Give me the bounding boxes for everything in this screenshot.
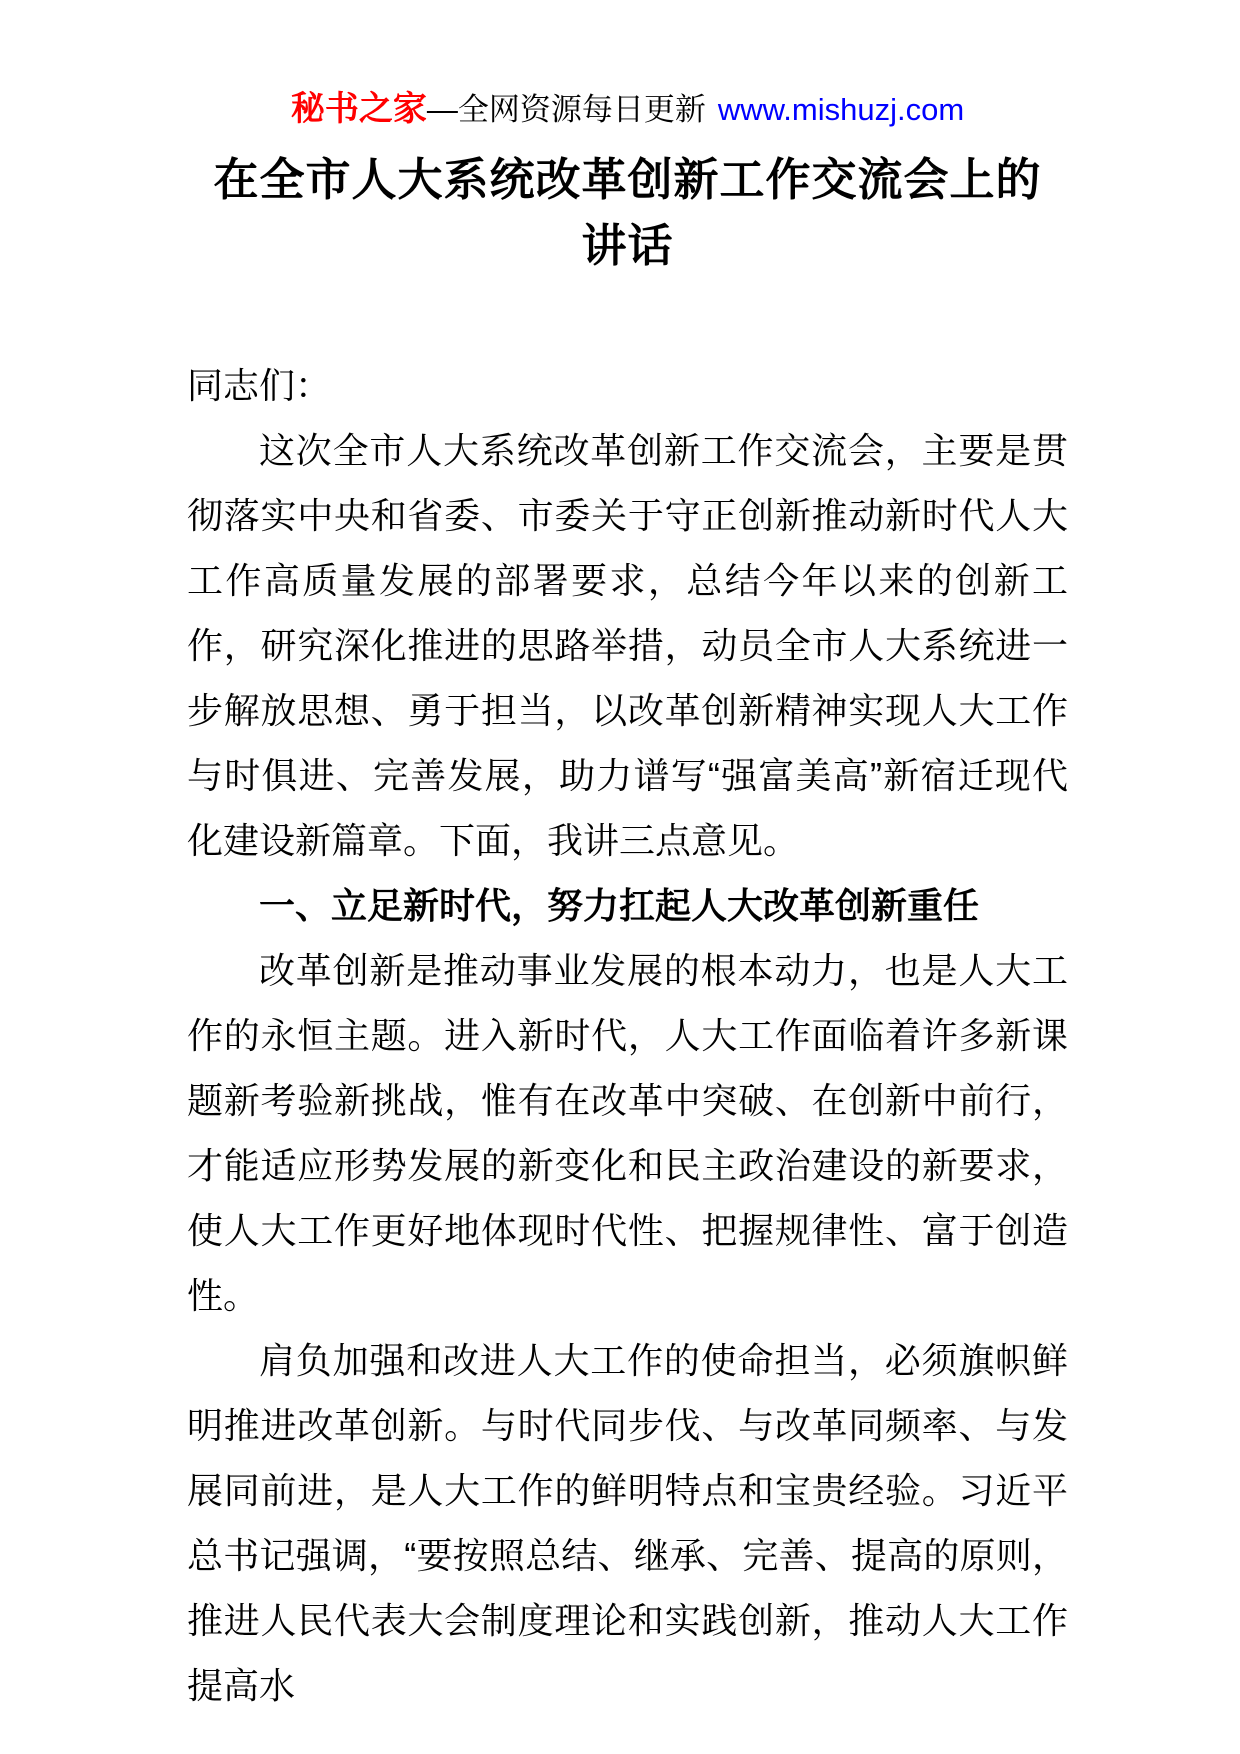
paragraph-body-2: 肩负加强和改进人大工作的使命担当，必须旗帜鲜明推进改革创新。与时代同步伐、与改革同频率、与发展同前进，是人大工作的鲜明特点和宝贵经验。习近平总书记强调，“要按照总结、继承、完善、提高的原则，推进人民代表大会制度理论和实践创新，推动人大工作提高水 [187, 1340, 1068, 1706]
site-url-link[interactable]: www.mishuzj.com [717, 92, 965, 127]
paragraph-intro: 这次全市人大系统改革创新工作交流会，主要是贯彻落实中央和省委、市委关于守正创新推动新时代人大工作高质量发展的部署要求，总结今年以来的创新工作，研究深化推进的思路举措，动员全市人大系统进一步解放思想、勇于担当，以改革创新精神实现人大工作与时俱进、完善发展，助力谱写“强富美高”新宿迁现代化建设新篇章。下面，我讲三点意见。 [187, 430, 1068, 861]
site-tagline: —全网资源每日更新 [426, 92, 706, 127]
section-heading-1: 一、立足新时代，努力扛起人大改革创新重任 [259, 885, 980, 926]
site-brand: 秘书之家 [290, 90, 427, 128]
document-title: 在全市人大系统改革创新工作交流会上的讲话 [213, 154, 1042, 271]
document-body [187, 353, 1068, 1718]
salutation: 同志们： [187, 365, 332, 406]
site-header [187, 88, 1068, 131]
paragraph-body-1: 改革创新是推动事业发展的根本动力，也是人大工作的永恒主题。进入新时代，人大工作面临着许多新课题新考验新挑战，惟有在改革中突破、在创新中前行，才能适应形势发展的新变化和民主政治建设的新要求，使人大工作更好地体现时代性、把握规律性、富于创造性。 [187, 950, 1068, 1316]
